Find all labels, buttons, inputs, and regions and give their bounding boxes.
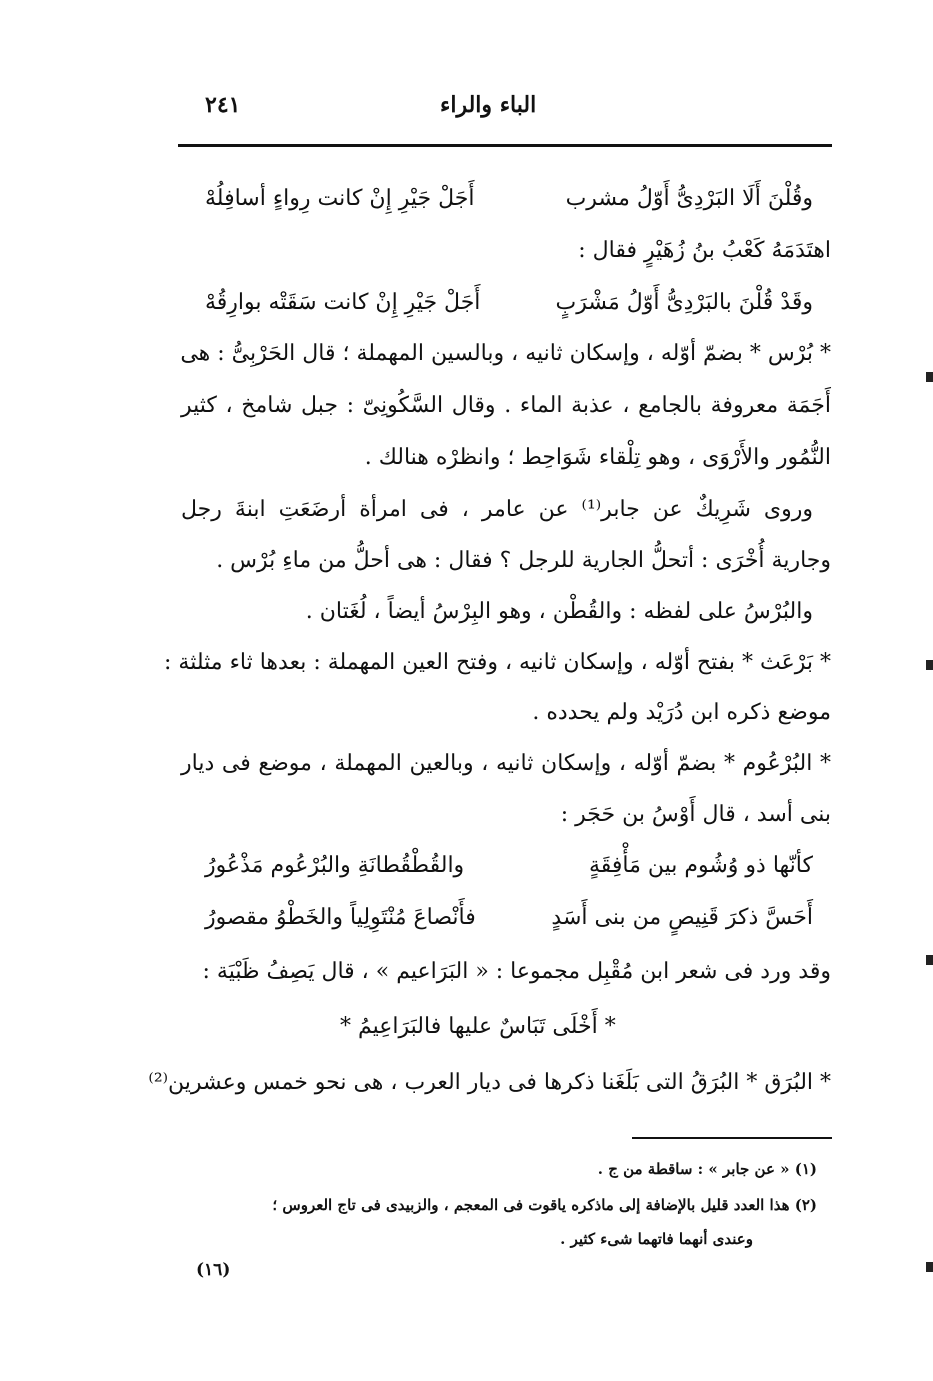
text-line: موضع ذكره ابن دُرَيْد ولم يحدده . bbox=[532, 700, 831, 725]
text-line: * بَرْعَث * بفتح أوّله ، وإسكان ثانيه ، وفتح العين المهملة : بعدها ثاء مثلثة : bbox=[164, 650, 831, 675]
text-line: وقد ورد فى شعر ابن مُقْبِل مجموعا : « البَرَاعيم » ، قال يَصِفُ ظَبْيَة : bbox=[202, 959, 831, 984]
text-line: وروى شَرِيكٌ عن جابر⁽¹⁾ عن عامر ، فى امرأة أرضَعَتِ ابنةَ رجل bbox=[181, 497, 813, 522]
signature-mark: (١٦) bbox=[196, 1260, 231, 1280]
text-line: أَجَمَة معروفة بالجامع ، عذبة الماء . وقال السَّكُونِىّ : جبل شامخ ، كثير bbox=[181, 393, 831, 418]
text-line: * البُرْعُوم * بضمّ أوّله ، وإسكان ثانيه ، وبالعين المهملة ، موضع فى ديار bbox=[181, 751, 831, 776]
text-line: * بُرْس * بضمّ أوّله ، وإسكان ثانيه ، وبالسين المهملة ؛ قال الحَرْبِىُّ : هى bbox=[180, 341, 831, 366]
page-edge-mark bbox=[926, 660, 933, 670]
text-line: * البُرَق * البُرَقُ التى بَلَغَنا ذكرها فى ديار العرب ، هى نحو خمس وعشرين⁽²⁾ bbox=[148, 1070, 831, 1095]
text-line: بنى أسد ، قال أَوْسُ بن حَجَر : bbox=[560, 802, 831, 827]
verse-line-2-left: أَجَلْ جَيْرِ إِنْ كانت سَقَتْه بوارِقُهْ bbox=[205, 290, 481, 315]
footnote-rule bbox=[632, 1137, 832, 1139]
verse-line-1-left: أَجَلْ جَيْرِ إِنْ كانت رِواءٍ أسافِلُهْ bbox=[205, 186, 475, 211]
footnote-2-continued: وعندى أنهما فاتهما شىء كثير . bbox=[560, 1230, 753, 1248]
running-header-title: الباء والراء bbox=[440, 92, 537, 118]
text-line: والبُرْسُ على لفظه : والقُطْن ، وهو البِرْسُ أيضاً ، لُغَتان . bbox=[305, 599, 813, 624]
verse-line-4-left: فأَنْصاعَ مُنْتَوِلِياً والخَطْوُ مقصورُ bbox=[205, 905, 476, 930]
verse-line-2-right: وقَدْ قُلْنَ بالبَرْدِىُّ أَوّلُ مَشْرَبٍ bbox=[555, 290, 813, 315]
footnote-2: (٢) هذا العدد قليل بالإضافة إلى ماذكره ياقوت فى المعجم ، والزبيدى فى تاج العروس ؛ bbox=[272, 1196, 817, 1214]
text-line: اهتَدَمَهُ كَعْبُ بنُ زُهَيْرٍ فقال : bbox=[578, 238, 831, 263]
hemistich-line: * أَخْلَى تَبَاسٌ عليها فالبَرَاعِيمُ * bbox=[340, 1014, 616, 1039]
verse-line-1-right: وقُلْنَ أَلَا البَرْدِىُّ أَوّلُ مشرب bbox=[565, 186, 813, 211]
text-line: النُّمُور والأَرْوَى ، وهو تِلْقاء شَوَاحِط ؛ وانظرْه هنالك . bbox=[364, 445, 831, 470]
page-edge-mark bbox=[926, 1262, 933, 1272]
footnote-1: (١) « عن جابر » : ساقطة من ج . bbox=[597, 1160, 817, 1178]
page-edge-mark bbox=[926, 955, 933, 965]
verse-line-4-right: أَحَسَّ ذكرَ قَنِيصٍ من بنى أَسَدٍ bbox=[551, 905, 813, 930]
verse-line-3-left: والقُطْقُطانَةِ والبُرْعُوم مَذْعُورُ bbox=[205, 853, 465, 878]
page-number: ٢٤١ bbox=[205, 92, 241, 118]
page-edge-mark bbox=[926, 372, 933, 382]
text-line: وجارية أُخْرَى : أتحلُّ الجارية للرجل ؟ فقال : هى أحلُّ من ماءِ بُرْس . bbox=[216, 548, 831, 573]
verse-line-3-right: كأنّها ذو وُشُوم بين مَأْفِقَةٍ bbox=[588, 853, 813, 878]
header-rule bbox=[178, 144, 832, 147]
